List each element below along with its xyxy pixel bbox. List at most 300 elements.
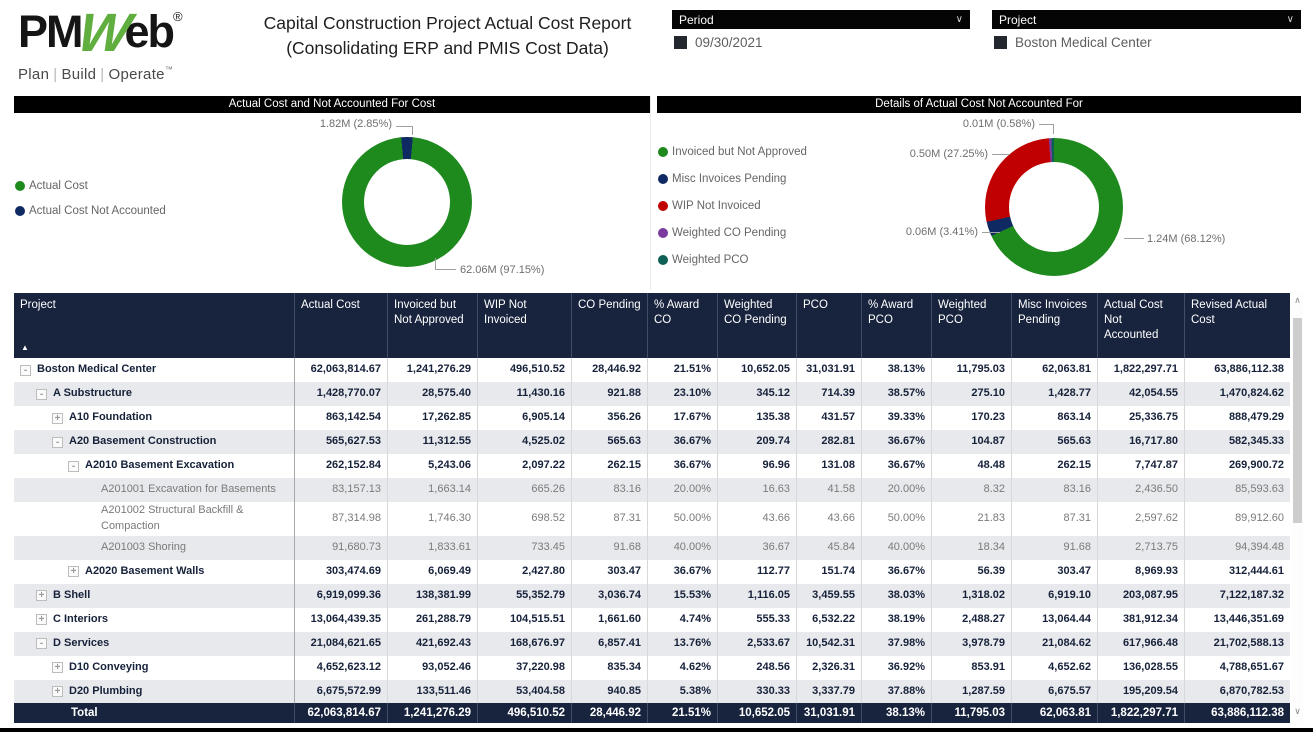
value-cell: 87,314.98: [295, 502, 388, 536]
legend-dot-icon: [658, 255, 668, 265]
value-cell: 2,436.50: [1098, 478, 1185, 502]
legend-item: Invoiced but Not Approved: [658, 146, 807, 158]
value-cell: 17.67%: [648, 406, 718, 430]
value-cell: 43.66: [797, 502, 862, 536]
table-row[interactable]: [14, 608, 1290, 632]
project-value[interactable]: Boston Medical Center: [1015, 35, 1152, 50]
row-label-cell: [14, 584, 295, 608]
value-cell: 94,394.48: [1235, 540, 1284, 553]
period-checkbox[interactable]: [674, 36, 687, 49]
table-row[interactable]: [14, 358, 1290, 382]
value-cell: 1,428.77: [1012, 382, 1098, 406]
project-slicer-item[interactable]: [992, 35, 1301, 50]
value-cell: 13,064,439.35: [295, 608, 388, 632]
value-cell: 50.00%: [648, 502, 718, 536]
value-cell: 195,209.54: [1098, 680, 1185, 703]
donut-hole: [364, 159, 450, 245]
value-cell: 135.38: [718, 406, 797, 430]
project-slicer-header[interactable]: [992, 10, 1301, 29]
collapse-icon[interactable]: -: [68, 461, 79, 472]
value-cell: 431.57: [797, 406, 862, 430]
value-cell: 50.00%: [862, 502, 932, 536]
table-total-row: [14, 703, 1290, 723]
value-cell: 1,661.60: [572, 608, 648, 632]
expand-icon[interactable]: +: [36, 614, 47, 625]
row-label: A2020 Basement Walls: [85, 564, 205, 577]
value-cell: 203,087.95: [1098, 584, 1185, 608]
total-value-cell: 38.13%: [862, 703, 932, 723]
collapse-icon[interactable]: -: [20, 365, 31, 376]
donut-chart-details[interactable]: [985, 138, 1123, 276]
chart-details-panel: [657, 96, 1301, 290]
row-label: Boston Medical Center: [37, 363, 157, 376]
value-cell: 4.74%: [648, 608, 718, 632]
total-value-cell: 10,652.05: [718, 703, 797, 723]
total-value-cell: 11,795.03: [932, 703, 1012, 723]
value-cell: 83,157.13: [295, 478, 388, 502]
total-label: Total: [14, 703, 295, 723]
value-cell: 863.14: [1012, 406, 1098, 430]
value-cell: 31,031.91: [797, 358, 862, 382]
column-header[interactable]: Actual Cost: [295, 293, 388, 358]
legend-item: Weighted PCO: [658, 254, 807, 266]
value-cell: 275.10: [932, 382, 1012, 406]
period-slicer-header[interactable]: [672, 10, 970, 29]
table-row[interactable]: [14, 454, 1290, 478]
value-cell: 2,488.27: [932, 608, 1012, 632]
value-cell: 42,054.55: [1098, 382, 1185, 406]
value-cell: 36.67%: [648, 560, 718, 584]
expand-icon[interactable]: +: [52, 662, 63, 673]
value-cell: 38.19%: [862, 608, 932, 632]
value-cell: 1,116.05: [718, 584, 797, 608]
column-header[interactable]: CO Pending: [572, 293, 648, 358]
row-label-cell: [14, 560, 295, 584]
value-cell: 20.00%: [862, 478, 932, 502]
value-cell: 6,870,782.53: [1219, 684, 1284, 697]
chevron-down-icon[interactable]: ∨: [955, 14, 963, 25]
expand-icon[interactable]: +: [68, 566, 79, 577]
value-cell: 1,822,297.71: [1098, 358, 1185, 382]
value-cell: 25,336.75: [1098, 406, 1185, 430]
value-cell: 853.91: [932, 656, 1012, 680]
value-cell: 6,532.22: [797, 608, 862, 632]
table-body: [14, 358, 1290, 703]
value-cell: 330.33: [718, 680, 797, 703]
total-value-cell: 496,510.52: [478, 703, 572, 723]
chart-actual-cost-panel: [14, 96, 651, 290]
row-label-cell: [14, 430, 295, 454]
row-label-cell: [14, 406, 295, 430]
value-cell: 1,428,770.07: [295, 382, 388, 406]
value-cell: 40.00%: [648, 536, 718, 560]
value-cell: 582,345.33: [1228, 435, 1284, 448]
legend-dot-icon: [15, 181, 25, 191]
table-row[interactable]: [14, 502, 1290, 536]
value-cell: 16,717.80: [1098, 430, 1185, 454]
value-cell: 6,069.49: [388, 560, 478, 584]
data-label-weighted-co-pending: 0.01M (0.58%): [962, 118, 1035, 130]
value-cell: 38.13%: [862, 358, 932, 382]
value-cell: 11,430.16: [478, 382, 572, 406]
donut-hole: [1009, 162, 1099, 252]
value-cell: 303.47: [1012, 560, 1098, 584]
table-row[interactable]: [14, 478, 1290, 502]
value-cell: 112.77: [718, 560, 797, 584]
value-cell: 37.88%: [862, 680, 932, 703]
period-slicer-label: Period: [679, 12, 714, 27]
value-cell: 16.63: [718, 478, 797, 502]
value-cell: 87.31: [572, 502, 648, 536]
legend-dot-icon: [658, 201, 668, 211]
value-cell: 4.62%: [648, 656, 718, 680]
value-cell: 1,663.14: [388, 478, 478, 502]
value-cell: 698.52: [478, 502, 572, 536]
total-value-cell: 63,886,112.38: [1211, 707, 1284, 719]
row-label: A201003 Shoring: [101, 540, 187, 553]
label-connector-line: [1124, 238, 1144, 239]
value-cell: 37,220.98: [478, 656, 572, 680]
value-cell: 21,084.62: [1012, 632, 1098, 656]
value-cell: 303,474.69: [295, 560, 388, 584]
label-connector-line: [435, 269, 456, 270]
expand-icon[interactable]: +: [52, 413, 63, 424]
row-label: A2010 Basement Excavation: [85, 459, 235, 472]
value-cell: 83.16: [572, 478, 648, 502]
table-row[interactable]: [14, 632, 1290, 656]
expand-icon[interactable]: +: [52, 686, 63, 697]
legend-dot-icon: [658, 174, 668, 184]
total-value-cell: 31,031.91: [797, 703, 862, 723]
pmweb-tagline: Plan | Build | Operate™: [18, 65, 174, 83]
chart-details-legend: [658, 146, 807, 281]
row-label-cell: [14, 502, 295, 536]
value-cell: 40.00%: [862, 536, 932, 560]
value-cell: 23.10%: [648, 382, 718, 406]
column-header[interactable]: % Award CO: [648, 293, 718, 358]
collapse-icon[interactable]: -: [36, 389, 47, 400]
value-cell: 13,064.44: [1012, 608, 1098, 632]
value-cell: 6,919.10: [1012, 584, 1098, 608]
cost-matrix-table: [14, 293, 1303, 723]
collapse-icon[interactable]: -: [52, 437, 63, 448]
value-cell: 303.47: [572, 560, 648, 584]
value-cell: 10,542.31: [797, 632, 862, 656]
value-cell: 21,702,588.13: [1213, 636, 1284, 649]
value-cell: 1,241,276.29: [388, 358, 478, 382]
row-label: B Shell: [53, 588, 91, 601]
collapse-icon[interactable]: -: [36, 638, 47, 649]
legend-item: WIP Not Invoiced: [658, 200, 807, 212]
value-cell: 36.67%: [648, 430, 718, 454]
value-cell: 18.34: [932, 536, 1012, 560]
value-cell: 104.87: [932, 430, 1012, 454]
value-cell: 262.15: [572, 454, 648, 478]
value-cell: 63,886,112.38: [1214, 363, 1284, 376]
value-cell: 3,036.74: [572, 584, 648, 608]
legend-dot-icon: [658, 228, 668, 238]
value-cell: 262.15: [1012, 454, 1098, 478]
value-cell: 38.03%: [862, 584, 932, 608]
value-cell: 28,575.40: [388, 382, 478, 406]
row-label: C Interiors: [53, 612, 109, 625]
scrollbar-thumb[interactable]: [1293, 318, 1302, 523]
row-label-cell: [14, 632, 295, 656]
value-cell: 2,427.80: [478, 560, 572, 584]
value-cell: 4,525.02: [478, 430, 572, 454]
column-header[interactable]: % Award PCO: [862, 293, 932, 358]
value-cell: 91.68: [1012, 536, 1098, 560]
value-cell: 21.51%: [648, 358, 718, 382]
value-cell: 1,833.61: [388, 536, 478, 560]
expand-icon[interactable]: +: [36, 590, 47, 601]
row-label-cell: [14, 454, 295, 478]
table-row[interactable]: [14, 406, 1290, 430]
value-cell: 36.92%: [862, 656, 932, 680]
column-header[interactable]: PCO: [797, 293, 862, 358]
value-cell: 6,675,572.99: [295, 680, 388, 703]
value-cell: 104,515.51: [478, 608, 572, 632]
label-connector-line: [396, 126, 412, 127]
value-cell: 39.33%: [862, 406, 932, 430]
value-cell: 11,795.03: [932, 358, 1012, 382]
row-label-cell: [14, 536, 295, 560]
value-cell: 91,680.73: [295, 536, 388, 560]
value-cell: 36.67%: [862, 560, 932, 584]
column-header[interactable]: Project ▲: [14, 293, 295, 358]
table-header-row: [14, 293, 1290, 358]
row-label: D10 Conveying: [69, 660, 149, 673]
row-label-cell: [14, 608, 295, 632]
value-cell: 312,444.61: [1228, 564, 1284, 577]
value-cell: 53,404.58: [478, 680, 572, 703]
row-label: D20 Plumbing: [69, 684, 143, 697]
value-cell: 62,063,814.67: [295, 358, 388, 382]
page-title-line2: (Consolidating ERP and PMIS Cost Data): [286, 38, 609, 59]
total-value-cell: 62,063,814.67: [295, 703, 388, 723]
value-cell: 36.67%: [862, 454, 932, 478]
row-label: A20 Basement Construction: [69, 435, 217, 448]
value-cell: 38.57%: [862, 382, 932, 406]
value-cell: 87.31: [1012, 502, 1098, 536]
period-value[interactable]: 09/30/2021: [695, 35, 763, 50]
chevron-down-icon[interactable]: ∨: [1286, 14, 1294, 25]
page-bottom-divider: [0, 728, 1313, 732]
value-cell: 209.74: [718, 430, 797, 454]
value-cell: 1,470,824.62: [1219, 387, 1284, 400]
value-cell: 617,966.48: [1098, 632, 1185, 656]
pmweb-logo-w: W: [73, 3, 133, 63]
value-cell: 133,511.46: [388, 680, 478, 703]
legend-item: Actual Cost Not Accounted: [15, 205, 166, 217]
value-cell: 714.39: [797, 382, 862, 406]
table-row[interactable]: [14, 656, 1290, 680]
data-label-actual-cost: 62.06M (97.15%): [460, 264, 545, 276]
value-cell: 6,675.57: [1012, 680, 1098, 703]
value-cell: 863,142.54: [295, 406, 388, 430]
value-cell: 356.26: [572, 406, 648, 430]
value-cell: 565,627.53: [295, 430, 388, 454]
sort-ascending-icon[interactable]: ▲: [21, 342, 29, 352]
value-cell: 381,912.34: [1098, 608, 1185, 632]
value-cell: 3,978.79: [932, 632, 1012, 656]
page-title: [240, 11, 655, 62]
legend-dot-icon: [15, 206, 25, 216]
value-cell: 45.84: [797, 536, 862, 560]
scroll-up-icon[interactable]: ∧: [1294, 295, 1301, 305]
vertical-scrollbar[interactable]: [1292, 293, 1303, 723]
value-cell: 93,052.46: [388, 656, 478, 680]
value-cell: 17,262.85: [388, 406, 478, 430]
registered-mark: ®: [172, 9, 183, 24]
value-cell: 37.98%: [862, 632, 932, 656]
data-label-invoiced-not-approved: 1.24M (68.12%): [1147, 233, 1226, 245]
column-header[interactable]: Invoiced but Not Approved: [388, 293, 478, 358]
row-label-cell: [14, 680, 295, 703]
value-cell: 835.34: [572, 656, 648, 680]
period-slicer-item[interactable]: [672, 35, 970, 50]
column-header[interactable]: WIP Not Invoiced: [478, 293, 572, 358]
value-cell: 4,788,651.67: [1219, 660, 1284, 673]
value-cell: 10,652.05: [718, 358, 797, 382]
legend-dot-icon: [658, 147, 668, 157]
period-slicer: [672, 10, 970, 50]
value-cell: 20.00%: [648, 478, 718, 502]
trademark-mark: ™: [164, 65, 174, 74]
legend-item: Weighted CO Pending: [658, 227, 807, 239]
value-cell: 13.76%: [648, 632, 718, 656]
value-cell: 2,097.22: [478, 454, 572, 478]
pmweb-logo-wordmark: PMWeb®: [18, 3, 183, 63]
scroll-down-icon[interactable]: ∨: [1294, 706, 1301, 716]
row-label-cell: [14, 382, 295, 406]
column-header[interactable]: Weighted CO Pending: [718, 293, 797, 358]
label-connector-line: [412, 126, 413, 135]
value-cell: 91.68: [572, 536, 648, 560]
value-cell: 56.39: [932, 560, 1012, 584]
value-cell: 21,084,621.65: [295, 632, 388, 656]
table-row[interactable]: [14, 536, 1290, 560]
value-cell: 138,381.99: [388, 584, 478, 608]
value-cell: 2,597.62: [1098, 502, 1185, 536]
legend-item: Misc Invoices Pending: [658, 173, 807, 185]
value-cell: 11,312.55: [388, 430, 478, 454]
total-value-cell: 1,822,297.71: [1098, 703, 1185, 723]
legend-item: Actual Cost: [15, 180, 166, 192]
value-cell: 6,919,099.36: [295, 584, 388, 608]
value-cell: 261,288.79: [388, 608, 478, 632]
column-header[interactable]: Misc Invoices Pending: [1012, 293, 1098, 358]
label-connector-line: [1039, 124, 1053, 125]
column-header[interactable]: Actual Cost Not Accounted: [1098, 293, 1185, 358]
value-cell: 36.67: [718, 536, 797, 560]
value-cell: 43.66: [718, 502, 797, 536]
value-cell: 8,969.93: [1098, 560, 1185, 584]
value-cell: 131.08: [797, 454, 862, 478]
value-cell: 7,747.87: [1098, 454, 1185, 478]
value-cell: 13,446,351.69: [1213, 612, 1284, 625]
row-label: A201002 Structural Backfill & Compaction: [101, 504, 244, 532]
table-row[interactable]: [14, 680, 1290, 703]
page-title-line1: Capital Construction Project Actual Cost Report: [263, 13, 632, 33]
row-label: A10 Foundation: [69, 411, 153, 424]
data-label-misc-invoices: 0.06M (3.41%): [905, 226, 978, 238]
label-connector-line: [992, 154, 1010, 155]
value-cell: 555.33: [718, 608, 797, 632]
value-cell: 4,652.62: [1012, 656, 1098, 680]
value-cell: 1,287.59: [932, 680, 1012, 703]
value-cell: 282.81: [797, 430, 862, 454]
value-cell: 3,337.79: [797, 680, 862, 703]
value-cell: 496,510.52: [478, 358, 572, 382]
value-cell: 8.32: [932, 478, 1012, 502]
total-value-cell: 1,241,276.29: [388, 703, 478, 723]
value-cell: 6,905.14: [478, 406, 572, 430]
table-row[interactable]: [14, 560, 1290, 584]
project-checkbox[interactable]: [994, 36, 1007, 49]
project-slicer-label: Project: [999, 12, 1037, 27]
value-cell: 151.74: [797, 560, 862, 584]
value-cell: 733.45: [478, 536, 572, 560]
value-cell: 2,533.67: [718, 632, 797, 656]
row-label-cell: [14, 478, 295, 502]
value-cell: 36.67%: [862, 430, 932, 454]
donut-chart-actual-cost[interactable]: [342, 137, 472, 267]
total-value-cell: 21.51%: [648, 703, 718, 723]
column-header[interactable]: Weighted PCO: [932, 293, 1012, 358]
value-cell: 136,028.55: [1098, 656, 1185, 680]
table-row[interactable]: [14, 584, 1290, 608]
value-cell: 2,326.31: [797, 656, 862, 680]
value-cell: 921.88: [572, 382, 648, 406]
value-cell: 565.63: [572, 430, 648, 454]
data-label-not-accounted: 1.82M (2.85%): [319, 118, 392, 130]
value-cell: 41.58: [797, 478, 862, 502]
value-cell: 4,652,623.12: [295, 656, 388, 680]
row-label-cell: [14, 358, 295, 382]
value-cell: 940.85: [572, 680, 648, 703]
value-cell: 36.67%: [648, 454, 718, 478]
value-cell: 48.48: [932, 454, 1012, 478]
value-cell: 269,900.72: [1228, 459, 1284, 472]
table-row[interactable]: [14, 430, 1290, 454]
value-cell: 62,063.81: [1012, 358, 1098, 382]
chart-actual-cost-title: Actual Cost and Not Accounted For Cost: [14, 96, 650, 113]
value-cell: 248.56: [718, 656, 797, 680]
total-value-cell: 62,063.81: [1012, 703, 1098, 723]
row-label: A Substructure: [53, 387, 133, 400]
value-cell: 3,459.55: [797, 584, 862, 608]
chart-actual-cost-legend: [15, 180, 166, 230]
value-cell: 168,676.97: [478, 632, 572, 656]
value-cell: 6,857.41: [572, 632, 648, 656]
row-label-cell: [14, 656, 295, 680]
label-connector-line: [1053, 124, 1054, 134]
value-cell: 421,692.43: [388, 632, 478, 656]
total-value-cell: 28,446.92: [572, 703, 648, 723]
value-cell: 345.12: [718, 382, 797, 406]
row-label: D Services: [53, 636, 110, 649]
value-cell: 5,243.06: [388, 454, 478, 478]
value-cell: 15.53%: [648, 584, 718, 608]
column-header[interactable]: Revised Actual Cost: [1191, 299, 1268, 326]
value-cell: 565.63: [1012, 430, 1098, 454]
value-cell: 28,446.92: [572, 358, 648, 382]
value-cell: 1,318.02: [932, 584, 1012, 608]
value-cell: 89,912.60: [1235, 511, 1284, 524]
value-cell: 55,352.79: [478, 584, 572, 608]
table-row[interactable]: [14, 382, 1290, 406]
